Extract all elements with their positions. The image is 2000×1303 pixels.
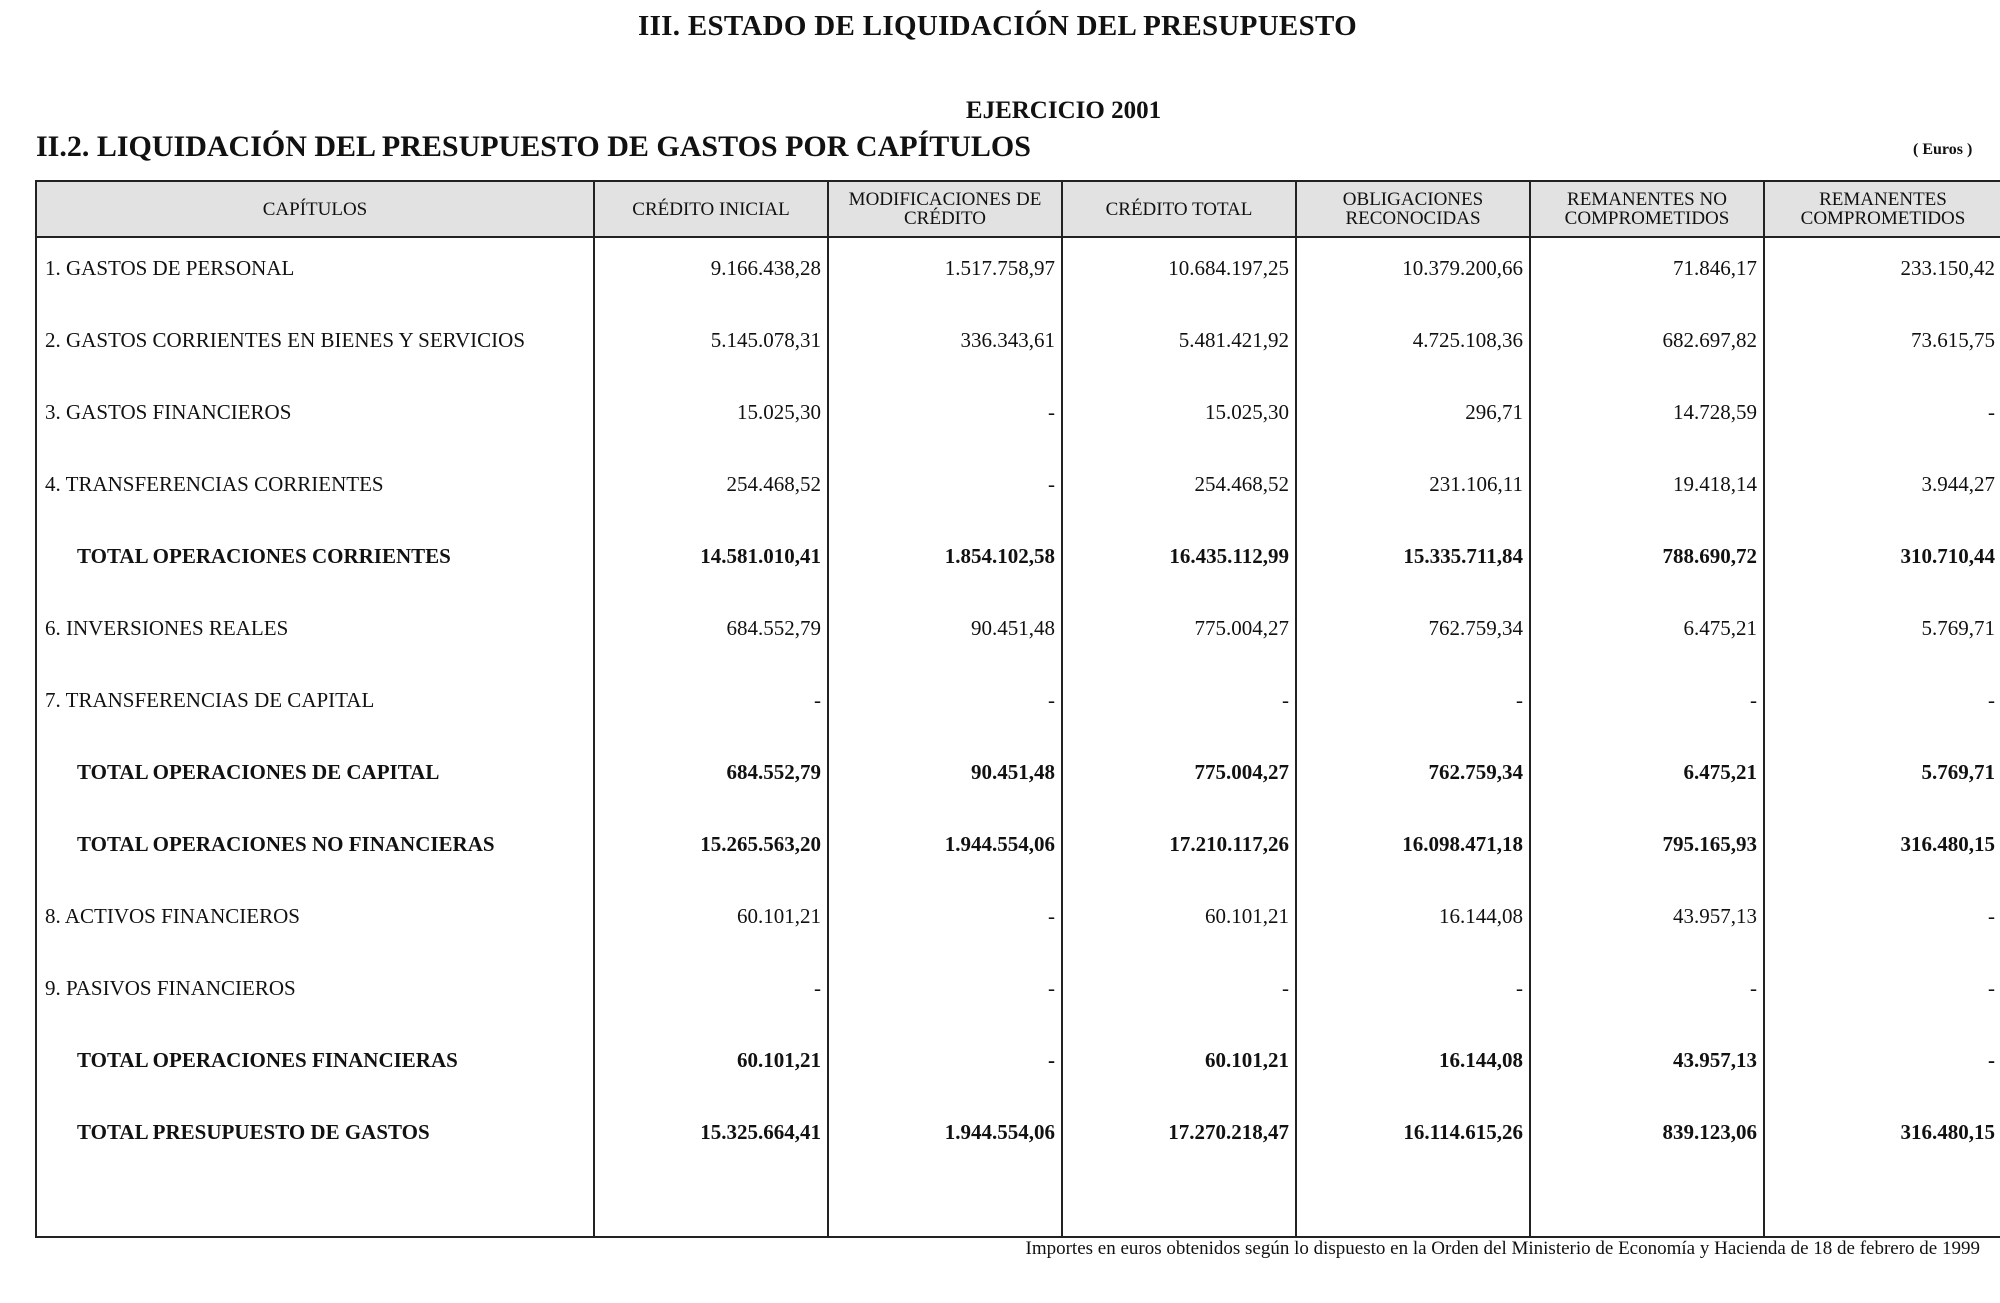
cell-value: 43.957,13 [1530,1030,1764,1102]
row-label: TOTAL OPERACIONES DE CAPITAL [36,742,594,814]
cell-value: - [1764,382,2000,454]
table-total-row [36,526,2000,598]
cell-value: 14.728,59 [1530,382,1764,454]
cell-value: 762.759,34 [1296,598,1530,670]
row-label: TOTAL OPERACIONES NO FINANCIERAS [36,814,594,886]
cell-value: - [1530,958,1764,1030]
cell-value: 90.451,48 [828,742,1062,814]
cell-value: 15.025,30 [1062,382,1296,454]
blank-cell [1296,1174,1530,1237]
row-label: TOTAL OPERACIONES CORRIENTES [36,526,594,598]
main-title: III. ESTADO DE LIQUIDACIÓN DEL PRESUPUESTO [638,10,1357,42]
cell-value: 775.004,27 [1062,598,1296,670]
column-header-credito-inicial: CRÉDITO INICIAL [594,181,828,237]
cell-value: 682.697,82 [1530,310,1764,382]
blank-cell [1530,1174,1764,1237]
cell-value: - [594,958,828,1030]
blank-cell [1764,1174,2000,1237]
cell-value: 775.004,27 [1062,742,1296,814]
budget-table [35,180,2000,1238]
footnote: Importes en euros obtenidos según lo dispuesto en la Orden del Ministerio de Economía y Hacienda de 18 de febrero de 1999 [1025,1238,1980,1259]
cell-value: - [828,382,1062,454]
table-total-row [36,1030,2000,1102]
cell-value: 60.101,21 [594,886,828,958]
cell-value: - [594,670,828,742]
table-row [36,454,2000,526]
cell-value: 60.101,21 [1062,886,1296,958]
cell-value: 9.166.438,28 [594,237,828,310]
cell-value: 16.114.615,26 [1296,1102,1530,1174]
cell-value: 90.451,48 [828,598,1062,670]
cell-value: 310.710,44 [1764,526,2000,598]
cell-value: 10.379.200,66 [1296,237,1530,310]
cell-value: 6.475,21 [1530,598,1764,670]
cell-value: 16.144,08 [1296,1030,1530,1102]
cell-value: - [828,454,1062,526]
table-total-row [36,742,2000,814]
cell-value: 5.145.078,31 [594,310,828,382]
cell-value: 233.150,42 [1764,237,2000,310]
cell-value: 16.144,08 [1296,886,1530,958]
cell-value: 15.265.563,20 [594,814,828,886]
currency-units: ( Euros ) [1913,141,1973,158]
column-header-remanentes-no-comprometidos: REMANENTES NO COMPROMETIDOS [1530,181,1764,237]
cell-value: 19.418,14 [1530,454,1764,526]
cell-value: 316.480,15 [1764,814,2000,886]
row-label: 9. PASIVOS FINANCIEROS [36,958,594,1030]
cell-value: 316.480,15 [1764,1102,2000,1174]
table-header-row [36,181,2000,237]
column-header-remanentes-comprometidos: REMANENTES COMPROMETIDOS [1764,181,2000,237]
cell-value: 15.025,30 [594,382,828,454]
cell-value: 43.957,13 [1530,886,1764,958]
cell-value: 795.165,93 [1530,814,1764,886]
cell-value: 254.468,52 [1062,454,1296,526]
section-title: II.2. LIQUIDACIÓN DEL PRESUPUESTO DE GASTOS POR CAPÍTULOS [36,130,1031,163]
cell-value: 71.846,17 [1530,237,1764,310]
cell-value: 5.769,71 [1764,742,2000,814]
cell-value: 14.581.010,41 [594,526,828,598]
table-row [36,958,2000,1030]
row-label: 6. INVERSIONES REALES [36,598,594,670]
row-label: 8. ACTIVOS FINANCIEROS [36,886,594,958]
cell-value: 1.517.758,97 [828,237,1062,310]
cell-value: - [1764,670,2000,742]
row-label: 2. GASTOS CORRIENTES EN BIENES Y SERVICIOS [36,310,594,382]
table-row [36,886,2000,958]
cell-value: 15.335.711,84 [1296,526,1530,598]
cell-value: - [1764,958,2000,1030]
cell-value: 73.615,75 [1764,310,2000,382]
row-label: 3. GASTOS FINANCIEROS [36,382,594,454]
cell-value: 4.725.108,36 [1296,310,1530,382]
cell-value: - [828,958,1062,1030]
cell-value: 5.769,71 [1764,598,2000,670]
column-header-obligaciones: OBLIGACIONES RECONOCIDAS [1296,181,1530,237]
cell-value: - [828,1030,1062,1102]
cell-value: - [1062,958,1296,1030]
cell-value: - [828,670,1062,742]
cell-value: 1.854.102,58 [828,526,1062,598]
table-body [36,237,2000,1237]
cell-value: - [1764,886,2000,958]
cell-value: 5.481.421,92 [1062,310,1296,382]
table-row [36,598,2000,670]
cell-value: 6.475,21 [1530,742,1764,814]
cell-value: 839.123,06 [1530,1102,1764,1174]
cell-value: 788.690,72 [1530,526,1764,598]
table-row [36,382,2000,454]
table-blank-row [36,1174,2000,1237]
row-label: 7. TRANSFERENCIAS DE CAPITAL [36,670,594,742]
blank-cell [828,1174,1062,1237]
cell-value: 684.552,79 [594,598,828,670]
cell-value: - [1764,1030,2000,1102]
cell-value: 254.468,52 [594,454,828,526]
cell-value: 1.944.554,06 [828,814,1062,886]
table-row [36,237,2000,310]
cell-value: - [1062,670,1296,742]
blank-cell [1062,1174,1296,1237]
row-label: TOTAL PRESUPUESTO DE GASTOS [36,1102,594,1174]
cell-value: 231.106,11 [1296,454,1530,526]
cell-value: - [1296,670,1530,742]
column-header-modificaciones: MODIFICACIONES DE CRÉDITO [828,181,1062,237]
blank-cell [36,1174,594,1237]
table-total-row [36,814,2000,886]
cell-value: 60.101,21 [1062,1030,1296,1102]
table-row [36,670,2000,742]
cell-value: 1.944.554,06 [828,1102,1062,1174]
cell-value: 10.684.197,25 [1062,237,1296,310]
table-total-row [36,1102,2000,1174]
cell-value: 762.759,34 [1296,742,1530,814]
cell-value: 336.343,61 [828,310,1062,382]
cell-value: 16.098.471,18 [1296,814,1530,886]
cell-value: - [828,886,1062,958]
cell-value: 684.552,79 [594,742,828,814]
cell-value: - [1296,958,1530,1030]
cell-value: 296,71 [1296,382,1530,454]
table-row [36,310,2000,382]
cell-value: 15.325.664,41 [594,1102,828,1174]
row-label: 1. GASTOS DE PERSONAL [36,237,594,310]
cell-value: 16.435.112,99 [1062,526,1296,598]
fiscal-year: EJERCICIO 2001 [965,97,1162,124]
cell-value: 17.270.218,47 [1062,1102,1296,1174]
cell-value: 60.101,21 [594,1030,828,1102]
cell-value: 17.210.117,26 [1062,814,1296,886]
cell-value: - [1530,670,1764,742]
row-label: 4. TRANSFERENCIAS CORRIENTES [36,454,594,526]
blank-cell [594,1174,828,1237]
row-label: TOTAL OPERACIONES FINANCIERAS [36,1030,594,1102]
cell-value: 3.944,27 [1764,454,2000,526]
column-header-credito-total: CRÉDITO TOTAL [1062,181,1296,237]
column-header-capitulos: CAPÍTULOS [36,181,594,237]
